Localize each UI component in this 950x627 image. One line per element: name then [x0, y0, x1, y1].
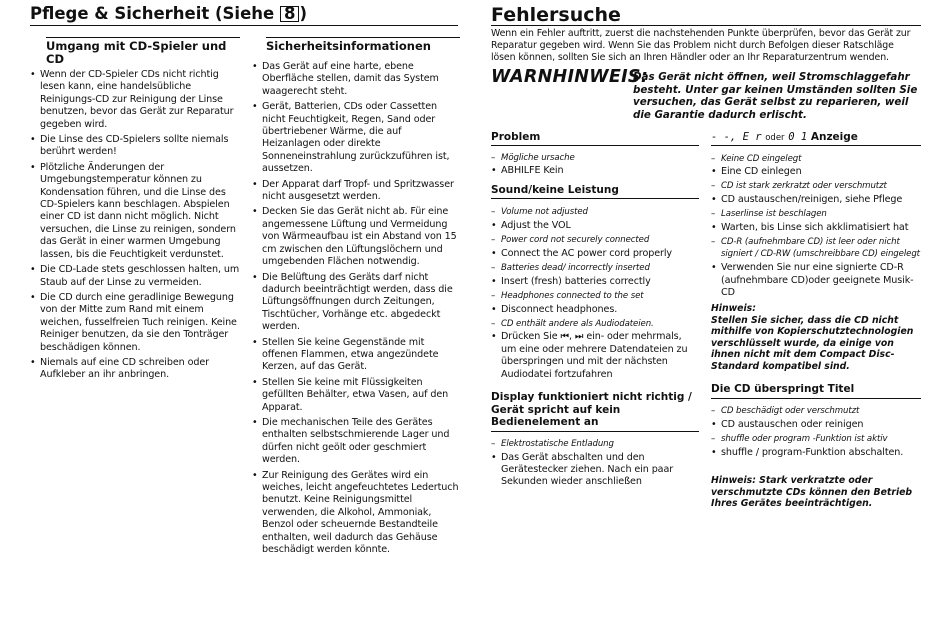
display-header: Display funktioniert nicht richtig / Gerät spricht auf kein Bedienelement an: [491, 391, 692, 429]
section-heading: Umgang mit CD-Spieler und CD: [46, 39, 227, 66]
anzeige-header: - -, E r oder 0 1 Anzeige: [711, 131, 858, 143]
legend-cause: – Mögliche ursache: [491, 152, 699, 164]
list-item: • Plötzliche Änderungen der Umgebungstemperatur können zu Kondensation führen, und die Linse des CD-Spielers kann beschlagen. Abspielen einer CD ist dann nicht möglich. Nicht versuchen, die Linse zu reinigen, sondern das Gerät in einer warmen Umgebung lassen, bis die Feuchtigkeit verdunstet.: [30, 162, 240, 261]
list-item: • Wenn der CD-Spieler CDs nicht richtig lesen kann, eine handelsübliche Reinigungs-CD zur Reinigung der Linse benutzen, bevor das Gerät zur Reparatur gegeben wird.: [30, 69, 240, 131]
remedy-item: • CD austauschen oder reinigen: [711, 419, 921, 431]
troubleshoot-left: [491, 131, 699, 490]
cause-item: – CD ist stark zerkratzt oder verschmutzt: [711, 180, 921, 192]
cause-item: – Headphones connected to the set: [491, 290, 699, 302]
cause-item: – Laserlinse ist beschlagen: [711, 208, 921, 220]
skip-header: Die CD überspringt Titel: [711, 383, 855, 396]
remedy-item: • Adjust the VOL: [491, 220, 699, 232]
title-rule: [491, 25, 921, 26]
list-item: • Die Belüftung des Geräts darf nicht dadurch beeinträchtigt werden, dass die Lüftungsöffnungen durch Zeitungen, Tischtücher, Vorhänge etc. abgedeckt werden.: [252, 272, 462, 334]
list-item: • Die mechanischen Teile des Gerätes enthalten selbstschmierende Lager und dürfen nicht geölt oder geschmiert werden.: [252, 417, 462, 467]
hint-1: Hinweis: Stellen Sie sicher, dass die CD nicht mithilfe von Kopierschutztechnologien verschlüsselt wurde, da einige von ihnen nicht mit dem Compact Disc-Standard kompatibel sind.: [711, 303, 914, 372]
cause-item: – Keine CD eingelegt: [711, 153, 921, 165]
cause-item: – Batteries dead/ incorrectly inserted: [491, 262, 699, 274]
list-item: • Der Apparat darf Tropf- und Spritzwasser nicht ausgesetzt werden.: [252, 179, 462, 204]
list-item: • Zur Reinigung des Gerätes wird ein weiches, leicht angefeuchtetes Ledertuch benutzt. Keine Reinigungsmittel verwenden, die Alkohol, Ammoniak, Benzol oder scheuernde Bestandteile enthalten, weil dadurch das Gehäuse beschädigt werden könnte.: [252, 470, 462, 557]
header-rule: [711, 145, 921, 146]
header-rule: [491, 431, 699, 432]
header-rule: [491, 145, 699, 146]
cause-item: – Power cord not securely connected: [491, 234, 699, 246]
sound-list: [491, 206, 699, 381]
display-code-1: - -, E r: [711, 131, 762, 143]
safety-list: [252, 61, 462, 556]
list-item: • Decken Sie das Gerät nicht ab. Für eine angemessene Lüftung und Vermeidung von Wärmeaufbau ist ein Abstand von 15 cm zwischen den Lüftungslöchern und umgebenden Flächen notwendig.: [252, 206, 462, 268]
header-rule: [711, 398, 921, 399]
cause-item: – Volume not adjusted: [491, 206, 699, 218]
remedy-item: • shuffle / program-Funktion abschalten.: [711, 447, 921, 459]
warning-text: Das Gerät nicht öffnen, weil Stromschlaggefahr besteht. Unter gar keinen Umständen sollten Sie versuchen, das Gerät selbst zu reparieren, weil die Garantie dadurch erlischt.: [633, 71, 918, 121]
list-item: • Niemals auf eine CD schreiben oder Aufkleber an ihr anbringen.: [30, 357, 240, 382]
legend-list: [491, 152, 699, 178]
warning-label: WARNHINWEIS:: [491, 67, 649, 87]
remedy-item: • Warten, bis Linse sich akklimatisiert hat: [711, 222, 921, 234]
list-item: • Stellen Sie keine mit Flüssigkeiten gefüllten Behälter, etwa Vasen, auf den Apparat.: [252, 377, 462, 414]
cause-item: – Elektrostatische Entladung: [491, 438, 699, 450]
list-item: • Die CD durch eine geradlinige Bewegung von der Mitte zum Rand mit einem weichen, fusselfreien Tuch reinigen. Keine Reiniger benutzen, da sie den Tonträger beschädigen können.: [30, 292, 240, 354]
anzeige-list: [711, 153, 921, 300]
list-item: • Die CD-Lade stets geschlossen halten, um Staub auf der Linse zu vermeiden.: [30, 264, 240, 289]
cause-item: – CD enthält andere als Audiodateien.: [491, 318, 699, 330]
remedy-item: • CD austauschen/reinigen, siehe Pflege: [711, 194, 921, 206]
left-page-title: Pflege & Sicherheit (Siehe 8 ): [30, 4, 308, 23]
list-item: • Stellen Sie keine Gegenstände mit offenen Flammen, etwa angezündete Kerzen, auf das Gerät.: [252, 337, 462, 374]
list-item: • Das Gerät auf eine harte, ebene Oberfläche stellen, damit das System waagerecht steht.: [252, 61, 462, 98]
remedy-item: • Disconnect headphones.: [491, 304, 699, 316]
remedy-item: • Das Gerät abschalten und den Gerätestecker ziehen. Nach ein paar Sekunden wieder anschließen: [491, 452, 699, 489]
display-list: [491, 438, 699, 489]
cause-item: – CD-R (aufnehmbare CD) ist leer oder nicht signiert / CD-RW (umschreibbare CD) eingelegt: [711, 236, 921, 261]
page-ref-box: 8: [280, 6, 299, 22]
display-code-2: 0 1: [788, 131, 808, 143]
list-item: • Die Linse des CD-Spielers sollte niemals berührt werden!: [30, 134, 240, 159]
right-page-title: Fehlersuche: [491, 4, 621, 26]
list-item: • Gerät, Batterien, CDs oder Cassetten nicht Feuchtigkeit, Regen, Sand oder übertriebener Wärme, die auf Heizanlagen oder direkte Sonneneinstrahlung zurückzuführen ist, aussetzen.: [252, 101, 462, 175]
legend-fix: • ABHILFE Kein: [491, 165, 699, 177]
skip-list: [711, 405, 921, 459]
troubleshoot-right: [711, 131, 921, 510]
column-cd-handling: [30, 40, 240, 385]
hint-2: Hinweis: Stark verkratzte oder verschmutzte CDs können den Betrieb Ihres Gerätes beeinträchtigen.: [711, 475, 913, 510]
sound-header: Sound/keine Leistung: [491, 183, 619, 196]
section-rule: [46, 37, 240, 38]
column-safety: [252, 40, 462, 559]
section-rule: [266, 37, 460, 38]
cause-item: – CD beschädigt oder verschmutzt: [711, 405, 921, 417]
remedy-item: • Verwenden Sie nur eine signierte CD-R (aufnehmbare CD)oder geeignete Musik-CD: [711, 262, 921, 299]
problem-header: Problem: [491, 131, 541, 143]
header-rule: [491, 198, 699, 199]
remedy-item: • Eine CD einlegen: [711, 166, 921, 178]
remedy-item: • Insert (fresh) batteries correctly: [491, 276, 699, 288]
intro-text: Wenn ein Fehler auftritt, zuerst die nachstehenden Punkte überprüfen, bevor das Gerät zur Reparatur gegeben wird. Wenn Sie das Problem nicht durch Befolgen dieser Ratschläge lösen können, sollten Sie sich an Ihren Händler oder an Ihr Reparaturzentrum wenden.: [491, 28, 911, 63]
cd-handling-list: [30, 69, 240, 382]
remedy-item: • Drücken Sie ⏮, ⏭ ein- oder mehrmals, um eine oder mehrere Datendateien zu überspringen und mit der nächsten Audiodatei fortzufahren: [491, 331, 699, 381]
cause-item: – shuffle oder program -Funktion ist aktiv: [711, 433, 921, 445]
section-heading: Sicherheitsinformationen: [266, 39, 431, 53]
title-rule: [30, 25, 458, 26]
remedy-item: • Connect the AC power cord properly: [491, 248, 699, 260]
